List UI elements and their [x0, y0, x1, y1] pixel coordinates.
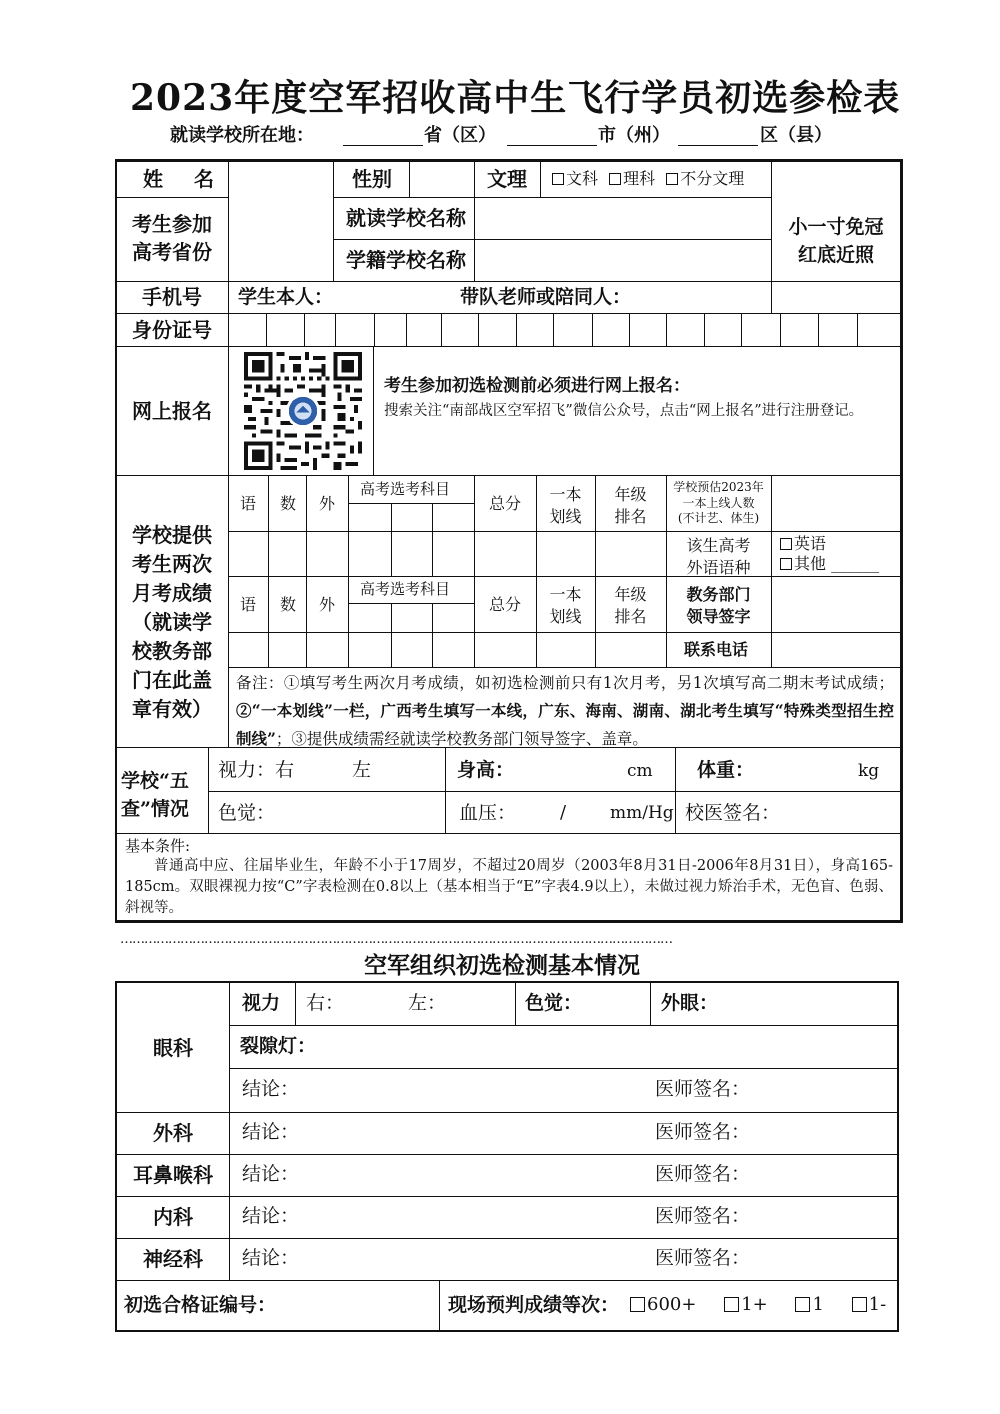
neuro-physician-sign[interactable]: 医师签名：: [655, 1247, 751, 1269]
total-header: 总分: [489, 494, 522, 513]
location-label: 就读学校所在地：: [170, 125, 314, 146]
checkbox-icon[interactable]: [609, 173, 621, 185]
subject-foreign: 外: [319, 494, 336, 513]
ent-label: 耳鼻喉科: [133, 1163, 213, 1187]
cut-line: …………………………………………………………………………………………………………………………: [120, 933, 672, 946]
eye-dept-label: 眼科: [153, 1036, 193, 1060]
gender-label: 性别: [352, 167, 392, 191]
checkbox-icon[interactable]: [795, 1297, 810, 1312]
online-title: 考生参加初选检测前必须进行网上报名：: [384, 376, 690, 396]
checkbox-icon[interactable]: [552, 173, 564, 185]
five-checks-label: [121, 767, 207, 823]
notes-text: [236, 670, 894, 753]
scores-label-line: 章有效）: [132, 697, 212, 721]
checkbox-icon[interactable]: [666, 173, 678, 185]
scores-label-line: 门在此盖: [132, 668, 212, 692]
lang-english-label: 英语: [794, 534, 827, 553]
forecast-line: 一本上线人数: [682, 495, 755, 510]
track-label: 文理: [487, 167, 527, 191]
tier1-header-2: [536, 584, 595, 627]
bp-slash: /: [560, 802, 567, 823]
forecast-header: [666, 480, 771, 527]
subject-math-2: 数: [280, 595, 297, 614]
surgery-conclusion[interactable]: 结论：: [242, 1121, 300, 1143]
tier1-b: 划线: [549, 606, 582, 626]
photo-placeholder[interactable]: 小一寸免冠红底近照: [788, 216, 884, 266]
internal-physician-sign[interactable]: 医师签名：: [655, 1205, 751, 1227]
checkbox-icon[interactable]: [780, 558, 792, 570]
scores-label-line: （就读学: [132, 610, 212, 634]
forecast-line: 学校预估2023年: [673, 480, 764, 494]
name-label: 姓 名: [143, 167, 226, 191]
total-header-2: 总分: [489, 595, 522, 614]
eye-left-label[interactable]: 左：: [408, 992, 447, 1014]
province-blank[interactable]: [343, 145, 423, 146]
lang-other[interactable]: [780, 556, 879, 572]
grade-1-minus: 1-: [868, 1294, 887, 1315]
exam-province-label-1: 考生参加: [132, 212, 212, 236]
grade-600-plus: 600+: [647, 1294, 697, 1315]
rank-header-2: [595, 584, 666, 627]
ent-physician-sign[interactable]: 医师签名：: [655, 1163, 751, 1185]
weight-unit: kg: [858, 761, 880, 781]
vision-right-label[interactable]: 视力：右: [218, 759, 295, 781]
elective-header: 高考选考科目: [360, 480, 451, 498]
notes-part-bold: ②“一本划线”一栏，广西考生填写一本线，广东、海南、湖南、湖北考生填写“特殊类型招生控制线”: [236, 701, 894, 748]
height-unit: cm: [627, 761, 653, 781]
color-vision-label[interactable]: 色觉：: [218, 802, 276, 824]
forecast-line: (不计艺、体生): [677, 511, 760, 526]
track-option-arts: 文科: [566, 169, 599, 188]
lang-other-label: 其他 ______: [794, 554, 880, 573]
track-options[interactable]: [552, 171, 744, 187]
city-label: 市（州）: [598, 125, 670, 146]
scores-label-line: 月考成绩: [132, 581, 212, 605]
foreign-lang-label: [666, 535, 771, 578]
bp-unit: mm/Hg: [610, 803, 674, 823]
dean-sign-label: [666, 584, 771, 627]
section2-title: 空军组织初选检测基本情况: [364, 952, 640, 979]
checkbox-icon[interactable]: [852, 1297, 867, 1312]
height-label[interactable]: 身高：: [457, 759, 515, 781]
scores-label-line: 考生两次: [132, 552, 212, 576]
district-label: 区（县）: [760, 125, 832, 146]
eye-external-label[interactable]: 外眼：: [661, 992, 719, 1014]
rank-b: 排名: [614, 506, 647, 526]
teacher-phone-label[interactable]: 带队老师或陪同人：: [460, 286, 632, 308]
neuro-conclusion[interactable]: 结论：: [242, 1247, 300, 1269]
school-doctor-sign[interactable]: 校医签名：: [685, 802, 781, 824]
tier1-a: 一本: [549, 485, 582, 504]
dean-sign-b: 领导签字: [686, 606, 751, 626]
cert-number-label[interactable]: 初选合格证编号：: [124, 1294, 277, 1316]
foreign-lang-b: 外语语种: [686, 557, 751, 577]
eye-color-label[interactable]: 色觉：: [525, 992, 583, 1014]
checkbox-icon[interactable]: [630, 1297, 645, 1312]
subject-chinese-2: 语: [240, 595, 257, 614]
internal-label: 内科: [153, 1205, 193, 1229]
neuro-label: 神经科: [143, 1247, 203, 1271]
province-label: 省（区）: [424, 125, 496, 146]
id-number-label: 身份证号: [132, 318, 212, 342]
surgery-physician-sign[interactable]: 医师签名：: [655, 1121, 751, 1143]
subject-foreign-2: 外: [319, 595, 336, 614]
tier1-a: 一本: [549, 585, 582, 604]
grade-label: 现场预判成绩等次：: [448, 1294, 620, 1316]
notes-part-1: 备注：①填写考生两次月考成绩，如初选检测前只有1次月考，另1次填写高二期末考试成绩；: [236, 674, 894, 692]
five-checks-b: 查”情况: [121, 798, 189, 820]
grade-options[interactable]: [630, 1296, 886, 1314]
grade-1: 1: [812, 1294, 824, 1315]
rank-a: 年级: [614, 585, 647, 604]
checkbox-icon[interactable]: [724, 1297, 739, 1312]
contact-phone-label: 联系电话: [684, 640, 749, 659]
foreign-lang-a: 该生高考: [686, 536, 751, 555]
dean-sign-a: 教务部门: [686, 585, 751, 604]
eye-conclusion[interactable]: 结论：: [242, 1078, 300, 1100]
surgery-label: 外科: [153, 1121, 193, 1145]
lang-english[interactable]: [780, 536, 826, 552]
checkbox-icon[interactable]: [780, 538, 792, 550]
slit-lamp-label[interactable]: 裂隙灯：: [240, 1035, 317, 1057]
subject-chinese: 语: [240, 494, 257, 513]
qr-code-icon: [244, 352, 362, 470]
eye-physician-sign[interactable]: 医师签名：: [655, 1078, 751, 1100]
eye-right-label[interactable]: 右：: [306, 992, 345, 1014]
student-phone-label[interactable]: 学生本人：: [238, 286, 334, 308]
eye-vision-label: 视力: [242, 992, 281, 1014]
scores-label-line: 学校提供: [132, 523, 212, 547]
registry-school-label: 学籍学校名称: [346, 248, 466, 272]
tier1-header: [536, 484, 595, 527]
internal-conclusion[interactable]: 结论：: [242, 1205, 300, 1227]
rank-a: 年级: [614, 485, 647, 504]
five-checks-a: 学校“五: [121, 770, 189, 792]
basic-title: 基本条件:: [125, 837, 191, 855]
grade-1-plus: 1+: [741, 1294, 768, 1315]
online-text: 搜索关注“南部战区空军招飞”微信公众号，点击“网上报名”进行注册登记。: [384, 403, 864, 419]
notes-part-2: ；③提供成绩需经就读学校教务部门领导签字、盖章。: [275, 730, 648, 748]
track-option-science: 理科: [623, 169, 656, 188]
exam-province-label-2: 高考省份: [132, 240, 212, 264]
elective-header-2: 高考选考科目: [360, 580, 451, 598]
basic-text: 普通高中应、往届毕业生，年龄不小于17周岁，不超过20周岁（2003年8月31日-2006年8月31日），身高165-185cm。双眼裸视力按“C”字表检测在0.8以上（基本相当于“E”字表4.9以上），未做过视力矫治手术，无色盲、色弱、斜视等。: [125, 858, 893, 916]
scores-label: [120, 521, 224, 724]
rank-b: 排名: [614, 606, 647, 626]
blood-pressure-label[interactable]: 血压：: [459, 802, 517, 824]
tier1-b: 划线: [549, 506, 582, 526]
ent-conclusion[interactable]: 结论：: [242, 1163, 300, 1185]
phone-label: 手机号: [142, 285, 202, 309]
weight-label[interactable]: 体重：: [697, 759, 755, 781]
track-option-none: 不分文理: [680, 169, 745, 188]
scores-label-line: 校教务部: [132, 639, 212, 663]
vision-left-label[interactable]: 左: [352, 759, 372, 781]
subject-math: 数: [280, 494, 297, 513]
page-title: 2023年度空军招收高中生飞行学员初选参检表: [130, 77, 901, 119]
district-blank[interactable]: [678, 145, 758, 146]
online-reg-label: 网上报名: [132, 399, 212, 423]
rank-header: [595, 484, 666, 527]
school-name-label: 就读学校名称: [346, 206, 466, 230]
city-blank[interactable]: [507, 145, 597, 146]
